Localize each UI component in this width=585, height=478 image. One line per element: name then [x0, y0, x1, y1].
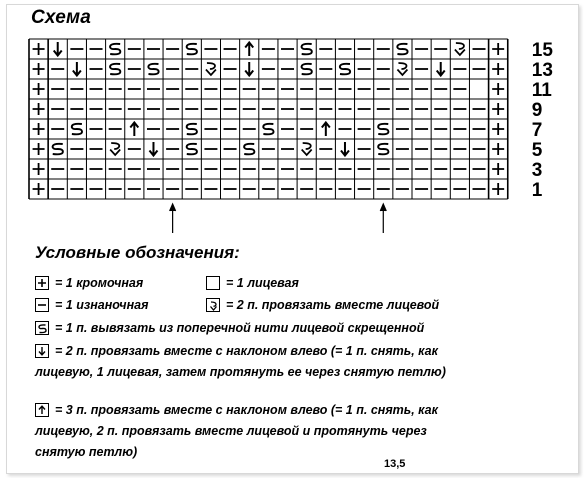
repeat-marker-arrowhead: [380, 204, 386, 211]
ssk-mark: [149, 142, 157, 156]
edge-stitch-mark: [492, 183, 504, 195]
arrow-down-icon: [35, 344, 49, 358]
legend-item-m1: [35, 320, 424, 336]
m1-twisted-mark: [110, 64, 120, 74]
k2tog-mark: [397, 63, 407, 75]
edge-stitch-mark: [33, 103, 45, 115]
legend-text-purl: = 1 изнаночная: [55, 298, 149, 312]
legend-text-ssk-line1: = 2 п. провязать вместе с наклоном влево (= 1 п. снять, как: [55, 344, 438, 358]
edge-stitch-mark: [492, 123, 504, 135]
row-number: 3: [531, 160, 543, 181]
arrow-up-icon: [35, 403, 49, 417]
row-number: 13: [531, 60, 553, 81]
sk2p-mark: [322, 123, 330, 137]
row-number: 15: [531, 40, 553, 61]
row-number: 5: [531, 140, 543, 161]
ssk-mark: [73, 62, 81, 76]
edge-stitch-mark: [492, 83, 504, 95]
edge-stitch-mark: [492, 103, 504, 115]
row-number: 9: [531, 100, 543, 121]
legend-item-purl: [35, 297, 148, 313]
k2tog-icon: [206, 298, 220, 312]
repeat-marker-arrowhead: [170, 204, 176, 211]
dash-icon: [35, 298, 49, 312]
row-number: 11: [531, 80, 552, 101]
legend-text-ssk-line2: лицевую, 1 лицевая, затем протянуть ее через снятую петлю): [35, 365, 446, 379]
legend-text-sk2p-line2: лицевую, 2 п. провязать вместе лицевой и протянуть через: [35, 424, 427, 438]
m1-twisted-mark: [397, 44, 407, 54]
ssk-mark: [341, 142, 349, 156]
m1-twisted-mark: [378, 124, 388, 134]
m1-twisted-mark: [187, 124, 197, 134]
m1-twisted-mark: [302, 64, 312, 74]
ssk-mark: [245, 62, 253, 76]
sk2p-mark: [245, 43, 253, 57]
m1-twisted-mark: [187, 144, 197, 154]
edge-stitch-mark: [33, 123, 45, 135]
m1-twisted-mark: [302, 44, 312, 54]
m1-twisted-mark: [244, 144, 254, 154]
legend-item-ssk: [35, 343, 446, 380]
edge-stitch-mark: [33, 143, 45, 155]
edge-stitch-mark: [33, 63, 45, 75]
legend-item-knit: [206, 275, 299, 291]
m1-twisted-mark: [110, 44, 120, 54]
plus-icon: [35, 276, 49, 290]
k2tog-mark: [302, 143, 312, 155]
legend-item-edge: [35, 275, 143, 291]
row-number: 1: [531, 180, 543, 201]
legend-text-sk2p-line3: снятую петлю): [35, 445, 138, 459]
page-number: 13,5: [384, 458, 406, 470]
legend-item-sk2p: [35, 402, 438, 460]
m1-twisted-mark: [148, 64, 158, 74]
legend-text-knit: = 1 лицевая: [226, 276, 299, 290]
edge-stitch-mark: [492, 63, 504, 75]
legend-text-sk2p-line1: = 3 п. провязать вместе с наклоном влево (= 1 п. снять, как: [55, 403, 438, 417]
edge-stitch-mark: [492, 163, 504, 175]
m1-twisted-mark: [53, 144, 63, 154]
k2tog-mark: [206, 63, 216, 75]
legend-title: Условные обозначения:: [35, 243, 240, 262]
edge-stitch-mark: [33, 183, 45, 195]
k2tog-mark: [110, 143, 120, 155]
twisted-loop-icon: [35, 321, 49, 335]
m1-twisted-mark: [187, 44, 197, 54]
ssk-mark: [437, 62, 445, 76]
m1-twisted-mark: [340, 64, 350, 74]
sk2p-mark: [130, 123, 138, 137]
edge-stitch-mark: [33, 43, 45, 55]
legend-item-k2tog: [206, 297, 439, 313]
empty-square-icon: [206, 276, 220, 290]
edge-stitch-mark: [492, 143, 504, 155]
edge-stitch-mark: [33, 163, 45, 175]
row-number: 7: [531, 120, 543, 141]
legend-text-k2tog: = 2 п. провязать вместе лицевой: [226, 298, 440, 312]
edge-stitch-mark: [33, 83, 45, 95]
edge-stitch-mark: [492, 43, 504, 55]
legend-text-edge: = 1 кромочная: [55, 276, 144, 290]
k2tog-mark: [455, 43, 465, 55]
ssk-mark: [54, 42, 62, 56]
m1-twisted-mark: [72, 124, 82, 134]
m1-twisted-mark: [378, 144, 388, 154]
chart-title: Схема: [31, 7, 92, 28]
m1-twisted-mark: [263, 124, 273, 134]
legend-text-m1: = 1 п. вывязать из поперечной нити лицевой скрещенной: [55, 321, 425, 335]
